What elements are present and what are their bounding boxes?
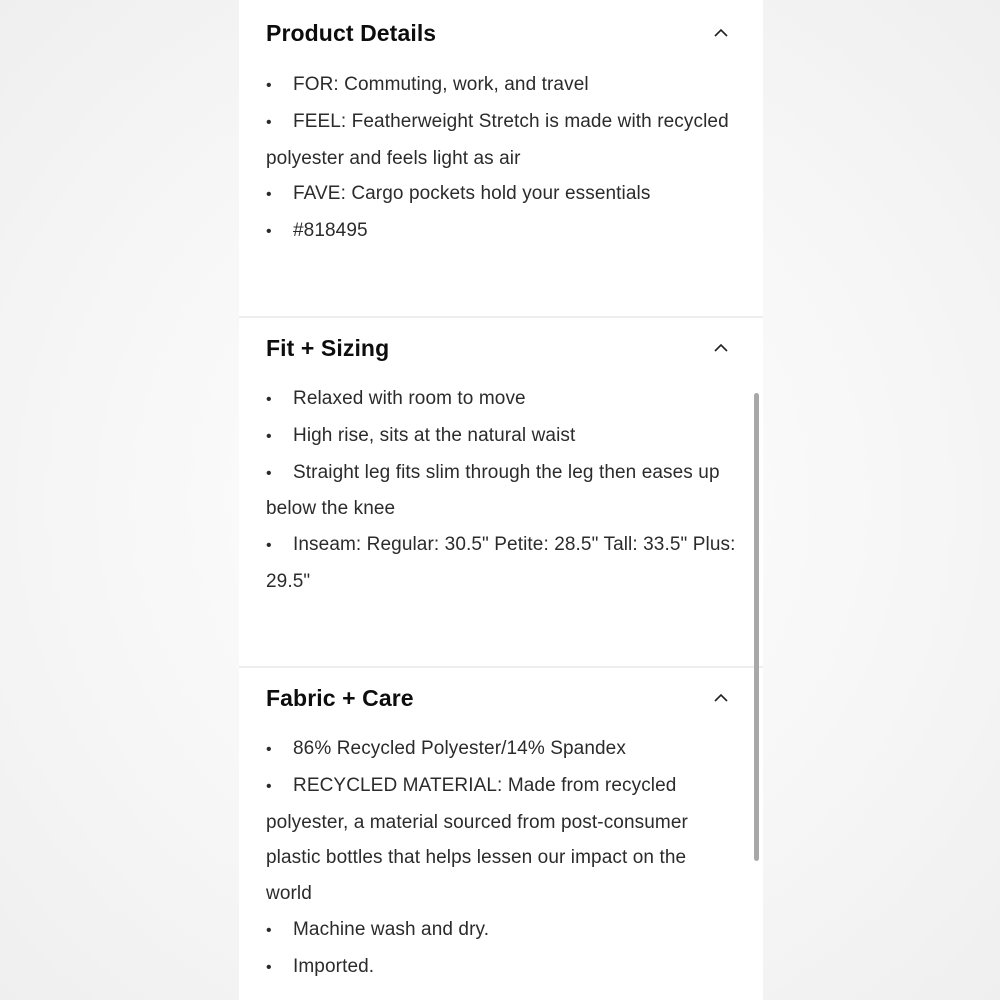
list-item: • FAVE: Cargo pockets hold your essentials — [266, 176, 736, 213]
chevron-up-icon[interactable] — [710, 22, 732, 44]
bullet-glyph: • — [266, 741, 272, 758]
list-item: • FOR: Commuting, work, and travel — [266, 67, 736, 104]
accordion-product-details — [239, 18, 763, 250]
fabric-care-list — [266, 731, 736, 986]
list-item: • Imported. — [266, 949, 736, 986]
section-title-product-details: Product Details — [266, 19, 437, 46]
accordion-header-fabric-care[interactable] — [266, 683, 736, 713]
bullet-glyph: • — [266, 113, 272, 131]
bullet-glyph: • — [266, 958, 272, 976]
section-title-fit-sizing: Fit + Sizing — [266, 334, 390, 361]
bullet-glyph: • — [266, 921, 272, 939]
product-details-list — [266, 67, 736, 250]
product-info-panel — [239, 0, 763, 1000]
fit-sizing-list — [266, 381, 736, 600]
list-item: • #818495 — [266, 213, 736, 250]
bullet-glyph: • — [266, 77, 272, 94]
accordion-fabric-care — [239, 683, 763, 986]
bullet-glyph: • — [266, 777, 272, 795]
list-item: • Machine wash and dry. — [266, 912, 736, 949]
list-item: • FEEL: Featherweight Stretch is made with recycled polyester and feels light as air — [266, 104, 736, 177]
section-title-fabric-care: Fabric + Care — [266, 684, 414, 711]
scrollbar-thumb[interactable] — [754, 393, 759, 861]
list-item: • Relaxed with room to move — [266, 381, 736, 418]
accordion-fit-sizing — [239, 333, 763, 600]
bullet-glyph: • — [266, 464, 272, 482]
list-item: • High rise, sits at the natural waist — [266, 418, 736, 455]
list-item: • Straight leg fits slim through the leg then eases up below the knee — [266, 455, 736, 528]
list-item: • 86% Recycled Polyester/14% Spandex — [266, 731, 736, 768]
list-item: • Inseam: Regular: 30.5" Petite: 28.5" Tall: 33.5" Plus: 29.5" — [266, 527, 736, 600]
accordion-header-fit-sizing[interactable] — [266, 333, 736, 363]
bullet-glyph: • — [266, 391, 272, 408]
bullet-glyph: • — [266, 427, 272, 445]
bullet-glyph: • — [266, 186, 272, 204]
section-divider — [239, 666, 763, 668]
chevron-up-icon[interactable] — [710, 687, 732, 709]
accordion-header-product-details[interactable] — [266, 18, 736, 48]
bullet-glyph: • — [266, 537, 272, 555]
list-item: • RECYCLED MATERIAL: Made from recycled polyester, a material sourced from post-consumer plastic bottles that helps lessen our impact on the world — [266, 768, 736, 912]
bullet-glyph: • — [266, 223, 272, 241]
section-divider — [239, 316, 763, 318]
chevron-up-icon[interactable] — [710, 337, 732, 359]
